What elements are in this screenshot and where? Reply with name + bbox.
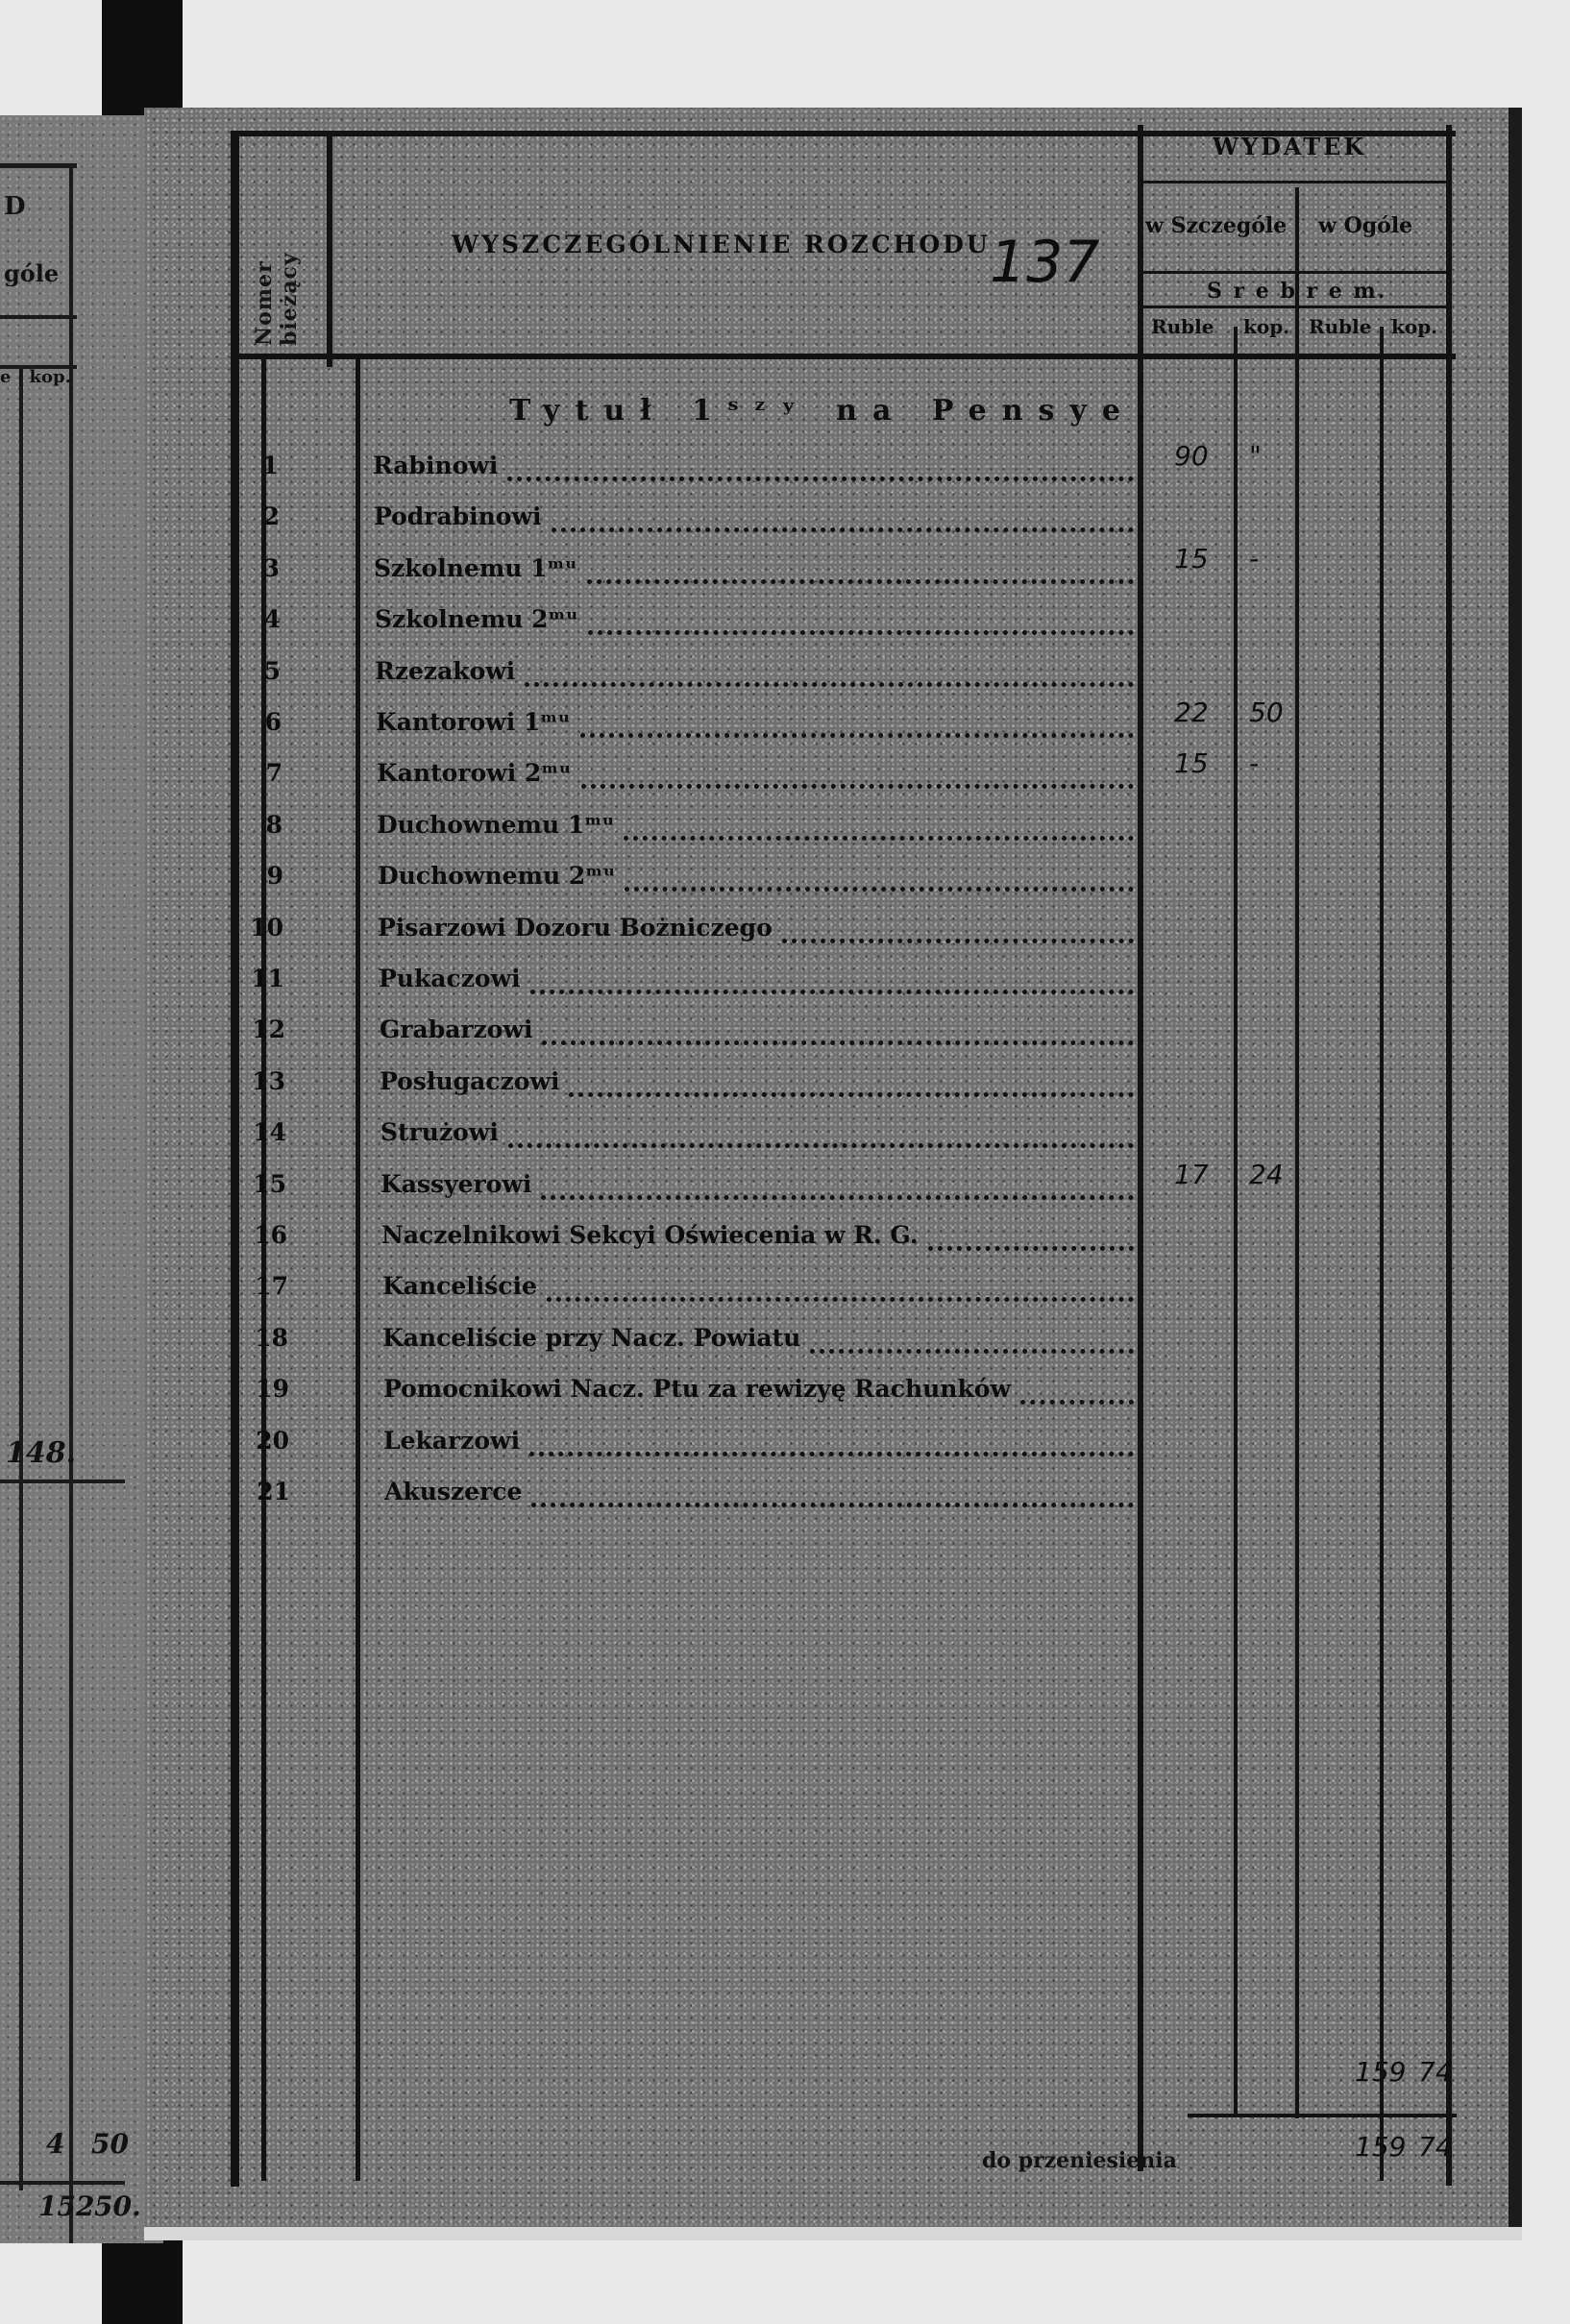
total-ogole-kop: 74 <box>1418 2056 1453 2088</box>
leader-dots <box>569 1083 1134 1097</box>
leader-dots <box>530 980 1134 994</box>
table-row <box>265 811 1157 859</box>
row-szczegole-kop: - <box>1249 543 1260 575</box>
table-row <box>250 914 1158 962</box>
table-row <box>255 1272 1163 1320</box>
table-row <box>253 1118 1161 1166</box>
folio-number: 137 <box>990 229 1100 296</box>
leader-dots <box>547 1287 1134 1302</box>
leader-dots <box>581 774 1134 789</box>
row-label: Duchownemu 1ᵐᵘ <box>377 811 615 839</box>
row-szczegole-kop: " <box>1249 440 1262 472</box>
row-szczegole-rub: 22 <box>1174 697 1209 728</box>
leader-dots <box>525 673 1134 687</box>
row-szczegole-rub: 90 <box>1174 440 1209 472</box>
leader-dots <box>625 877 1134 892</box>
row-szczegole-rub: 17 <box>1174 1159 1209 1190</box>
table-row <box>266 862 1158 910</box>
left-amount-50b: 50. <box>94 2190 141 2222</box>
section-title: Tytuł 1ˢᶻʸ na Pensye. <box>509 394 1162 428</box>
leader-dots <box>624 826 1134 841</box>
row-label: Pisarzowi Dozoru Bożniczego <box>378 914 773 942</box>
table-row <box>261 452 1153 500</box>
left-header-d: D <box>4 192 26 221</box>
ruble-header: Ruble <box>1151 315 1214 338</box>
row-label: Kantorowi 2ᵐᵘ <box>377 759 572 787</box>
ruble-header: Ruble <box>1309 315 1372 338</box>
row-label: Lekarzowi <box>383 1427 521 1455</box>
table-row <box>252 1067 1160 1115</box>
row-number: 8 <box>265 811 282 839</box>
background-top <box>0 0 1570 96</box>
leader-dots <box>508 1134 1134 1148</box>
row-label: Strużowi <box>380 1118 499 1146</box>
table-row <box>252 1015 1160 1064</box>
ogole-kop-rule <box>1380 327 1384 2181</box>
row-label: Kanceliście <box>382 1272 537 1300</box>
leader-dots <box>1020 1390 1134 1405</box>
left-header-rule <box>0 163 77 168</box>
row-number: 11 <box>251 965 284 992</box>
row-number: 20 <box>256 1427 289 1455</box>
amount-right-rule <box>1446 125 1452 2186</box>
leader-dots <box>542 1031 1134 1045</box>
leader-dots <box>507 467 1134 481</box>
row-number: 21 <box>257 1478 290 1505</box>
leader-dots <box>580 723 1134 738</box>
kop-header: kop. <box>1391 315 1438 338</box>
row-number: 14 <box>253 1118 286 1146</box>
left-amount-148: 148. <box>6 1436 77 1470</box>
table-row <box>255 1324 1163 1372</box>
left-header-rule <box>0 315 77 319</box>
row-number: 18 <box>255 1324 288 1352</box>
header-bottom-rule <box>231 354 1456 359</box>
table-row <box>254 1221 1162 1269</box>
leader-dots <box>810 1339 1134 1354</box>
leader-dots <box>588 621 1134 635</box>
carry-ogole-rub: 159 <box>1355 2131 1407 2163</box>
row-number: 16 <box>254 1221 287 1249</box>
table-row <box>256 1427 1164 1475</box>
table-row <box>262 554 1154 602</box>
row-label: Szkolnemu 2ᵐᵘ <box>375 605 578 633</box>
left-amount-50: 50 <box>91 2128 129 2160</box>
row-szczegole-kop: 24 <box>1249 1159 1284 1190</box>
row-label: Rabinowi <box>373 452 499 479</box>
szczegole-kop-rule <box>1234 327 1238 2114</box>
leader-dots <box>587 570 1134 584</box>
srebrem-bottom-rule <box>1143 306 1451 308</box>
row-number: 13 <box>252 1067 285 1095</box>
leader-dots <box>529 1442 1134 1456</box>
row-label: Duchownemu 2ᵐᵘ <box>378 862 616 890</box>
leader-dots <box>531 1493 1134 1507</box>
wydatek-header: WYDATEK <box>1213 133 1367 160</box>
row-label: Grabarzowi <box>380 1015 533 1043</box>
kop-header: kop. <box>1243 315 1290 338</box>
left-amount-4: 4 <box>46 2128 65 2160</box>
row-number: 4 <box>263 605 281 633</box>
table-row <box>264 708 1156 756</box>
table-row <box>263 657 1155 705</box>
row-szczegole-kop: 50 <box>1249 697 1284 728</box>
header-number-column-rule <box>327 136 332 367</box>
left-column-rule <box>69 163 73 2243</box>
carry-ogole-kop: 74 <box>1418 2131 1453 2163</box>
wydatek-rule <box>1143 181 1451 183</box>
row-number: 19 <box>256 1375 289 1403</box>
row-number: 5 <box>263 657 281 685</box>
table-row <box>251 965 1159 1013</box>
total-rule <box>1188 2114 1457 2117</box>
row-label: Rzezakowi <box>375 657 516 685</box>
row-label: Naczelnikowi Sekcyi Oświecenia w R. G. <box>381 1221 919 1249</box>
left-amount-152: 152 <box>38 2190 95 2222</box>
row-label: Szkolnemu 1ᵐᵘ <box>374 554 577 582</box>
row-number: 12 <box>252 1015 285 1043</box>
row-szczegole-rub: 15 <box>1174 747 1209 779</box>
row-szczegole-kop: - <box>1249 747 1260 779</box>
w-ogole-header: w Ogóle <box>1318 213 1413 238</box>
row-number: 17 <box>255 1272 288 1300</box>
left-page-fragment <box>0 115 163 2243</box>
row-label: Pomocnikowi Nacz. Ptu za rewizyę Rachunków <box>383 1375 1011 1403</box>
leader-dots <box>928 1236 1134 1251</box>
left-total-rule <box>0 2181 125 2185</box>
outer-left-rule <box>231 131 239 2187</box>
row-number: 3 <box>262 554 280 582</box>
leader-dots <box>782 929 1134 943</box>
w-szczegole-header: w Szczególe <box>1145 213 1288 238</box>
szczegole-ogole-rule <box>1295 187 1299 2118</box>
row-label: Posługaczowi <box>380 1067 560 1095</box>
table-row <box>263 605 1155 653</box>
table-row <box>265 759 1157 807</box>
row-number: 7 <box>265 759 282 787</box>
row-number: 10 <box>250 914 283 942</box>
row-number: 9 <box>266 862 283 890</box>
leader-dots <box>552 518 1135 532</box>
page-title: WYSZCZEGÓLNIENIE ROZCHODU <box>452 231 991 258</box>
nomer-biezacy-label: Nomer bieżący <box>252 252 302 346</box>
row-label: Kantorowi 1ᵐᵘ <box>376 708 571 736</box>
left-column-rule <box>19 365 23 2190</box>
carry-forward-label: do przeniesienia <box>982 2148 1177 2173</box>
table-row <box>262 502 1154 550</box>
row-label: Akuszerce <box>384 1478 523 1505</box>
srebrem-header: S r e b r e m. <box>1207 279 1387 304</box>
left-total-rule <box>0 1480 125 1483</box>
row-number: 15 <box>253 1170 286 1198</box>
page-bottom-edge <box>144 2227 1522 2240</box>
row-label: Pukaczowi <box>379 965 521 992</box>
row-label: Kanceliście przy Nacz. Powiatu <box>382 1324 801 1352</box>
left-header-ogole: góle <box>4 259 60 287</box>
row-label: Podrabinowi <box>374 502 542 530</box>
table-row <box>253 1170 1161 1218</box>
total-ogole-rub: 159 <box>1355 2056 1407 2088</box>
srebrem-top-rule <box>1143 271 1451 274</box>
row-number: 6 <box>264 708 282 736</box>
table-row <box>256 1375 1164 1423</box>
left-header-kop: e | kop. <box>0 367 71 387</box>
row-number: 1 <box>261 452 279 479</box>
leader-dots <box>541 1186 1134 1200</box>
row-number: 2 <box>262 502 280 530</box>
table-row <box>257 1478 1165 1526</box>
row-szczegole-rub: 15 <box>1174 543 1209 575</box>
row-label: Kassyerowi <box>380 1170 532 1198</box>
